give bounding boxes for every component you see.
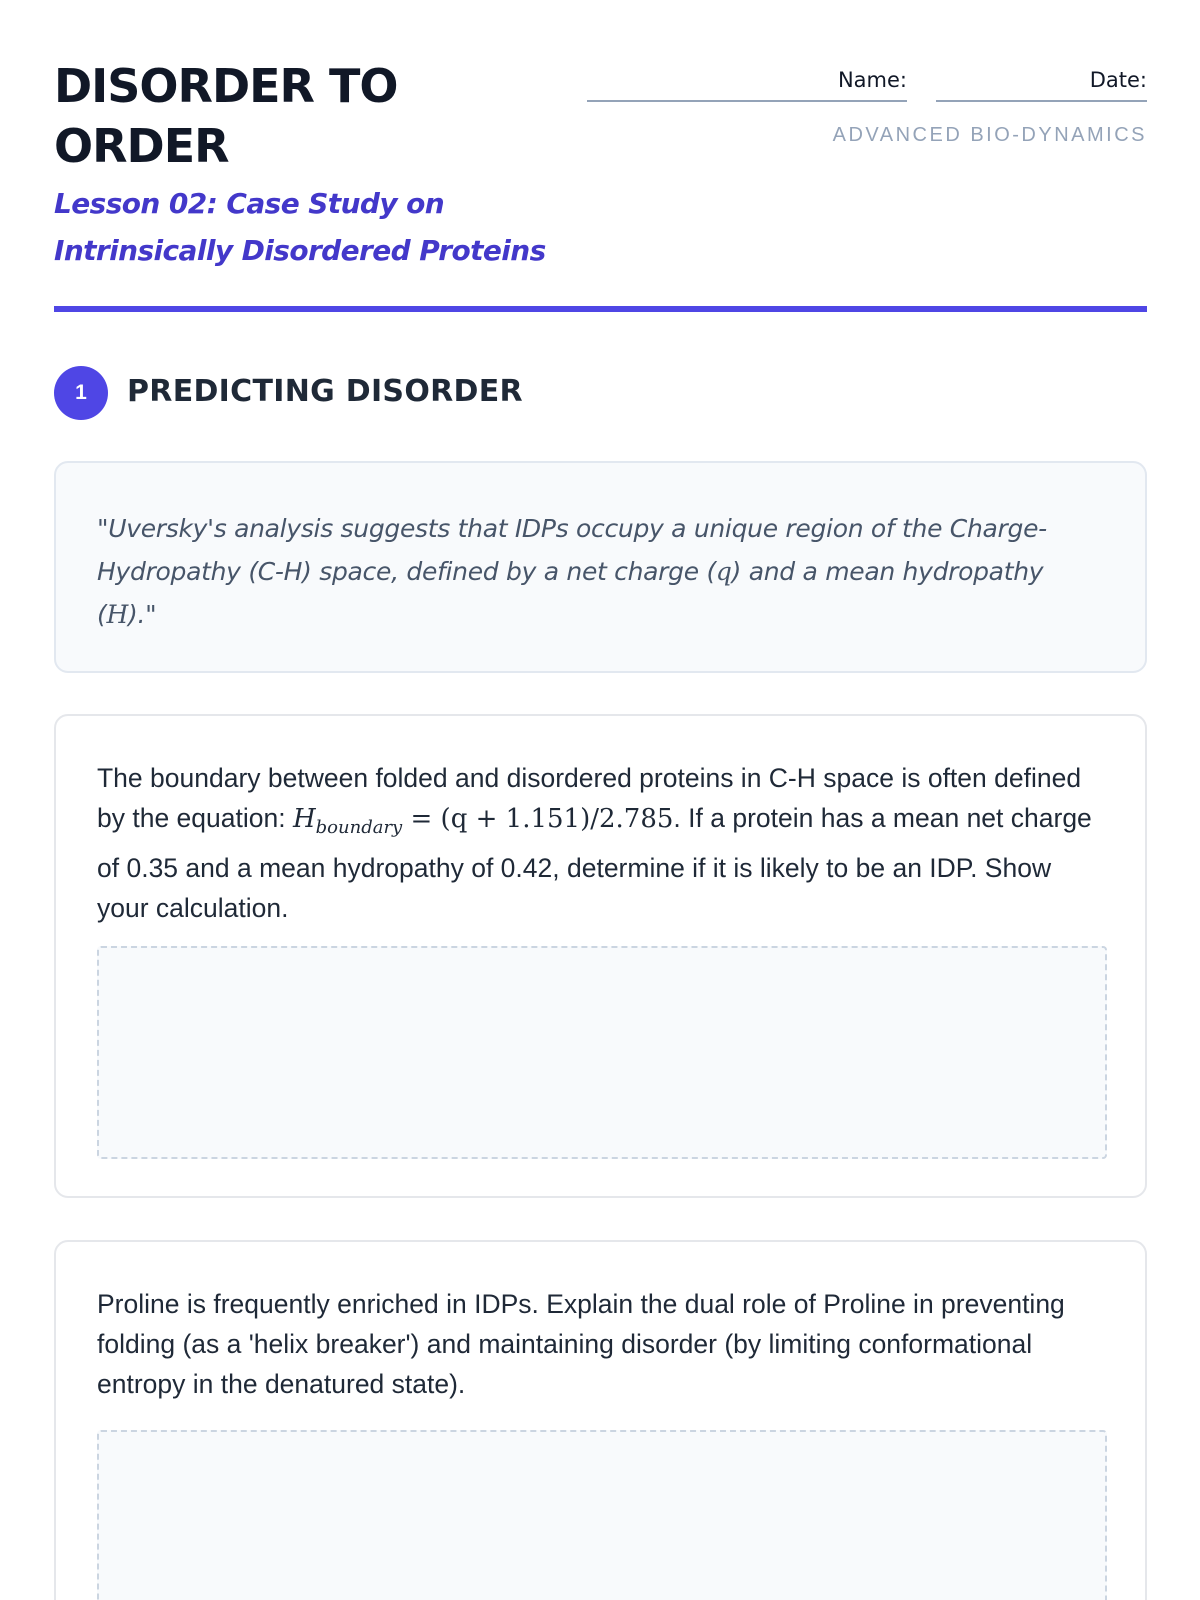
student-fields [587,62,1147,146]
question-2-text: Proline is frequently enriched in IDPs. Explain the dual role of Proline in preventing folding (as a 'helix breaker') and maintaining disorder (by limiting conformational entropy in the denatured state). [97,1289,1065,1399]
answer-box-2[interactable] [97,1430,1107,1600]
question-card-1 [54,714,1147,1198]
section-title: PREDICTING DISORDER [127,374,523,409]
quote-text: "Uversky's analysis suggests that IDPs occupy a unique region of the Charge-Hydropathy (C-H) space, defined by a net charge (q) and a mean hydropathy (H)." [97,514,1047,629]
date-label: Date: [1089,68,1147,92]
header-divider [54,306,1147,312]
answer-box-1[interactable] [97,946,1107,1159]
worksheet-header [54,56,1147,316]
course-name: ADVANCED BIO-DYNAMICS [832,124,1147,146]
question-1-text: The boundary between folded and disordered proteins in C-H space is often defined by the equation: $H_{boundary} = (q + 1.151)/2.785$. If a protein has a mean net charge of 0.35 and a mean hydropathy of 0.42, determine if it is likely to be an IDP. Show your calculation. [97,763,1092,923]
name-label: Name: [837,68,907,92]
name-field[interactable] [587,62,907,102]
section-number-badge: 1 [54,366,108,420]
boundary-equation: $H_{boundary} = (q + 1.151)/2.785$ [292,804,674,838]
lesson-subtitle: Lesson 02: Case Study on Intrinsically Disordered Proteins [54,187,546,267]
page-title: DISORDER TO ORDER [54,59,398,173]
quote-box [54,461,1147,673]
date-field[interactable] [936,62,1147,102]
question-card-2 [54,1240,1147,1600]
